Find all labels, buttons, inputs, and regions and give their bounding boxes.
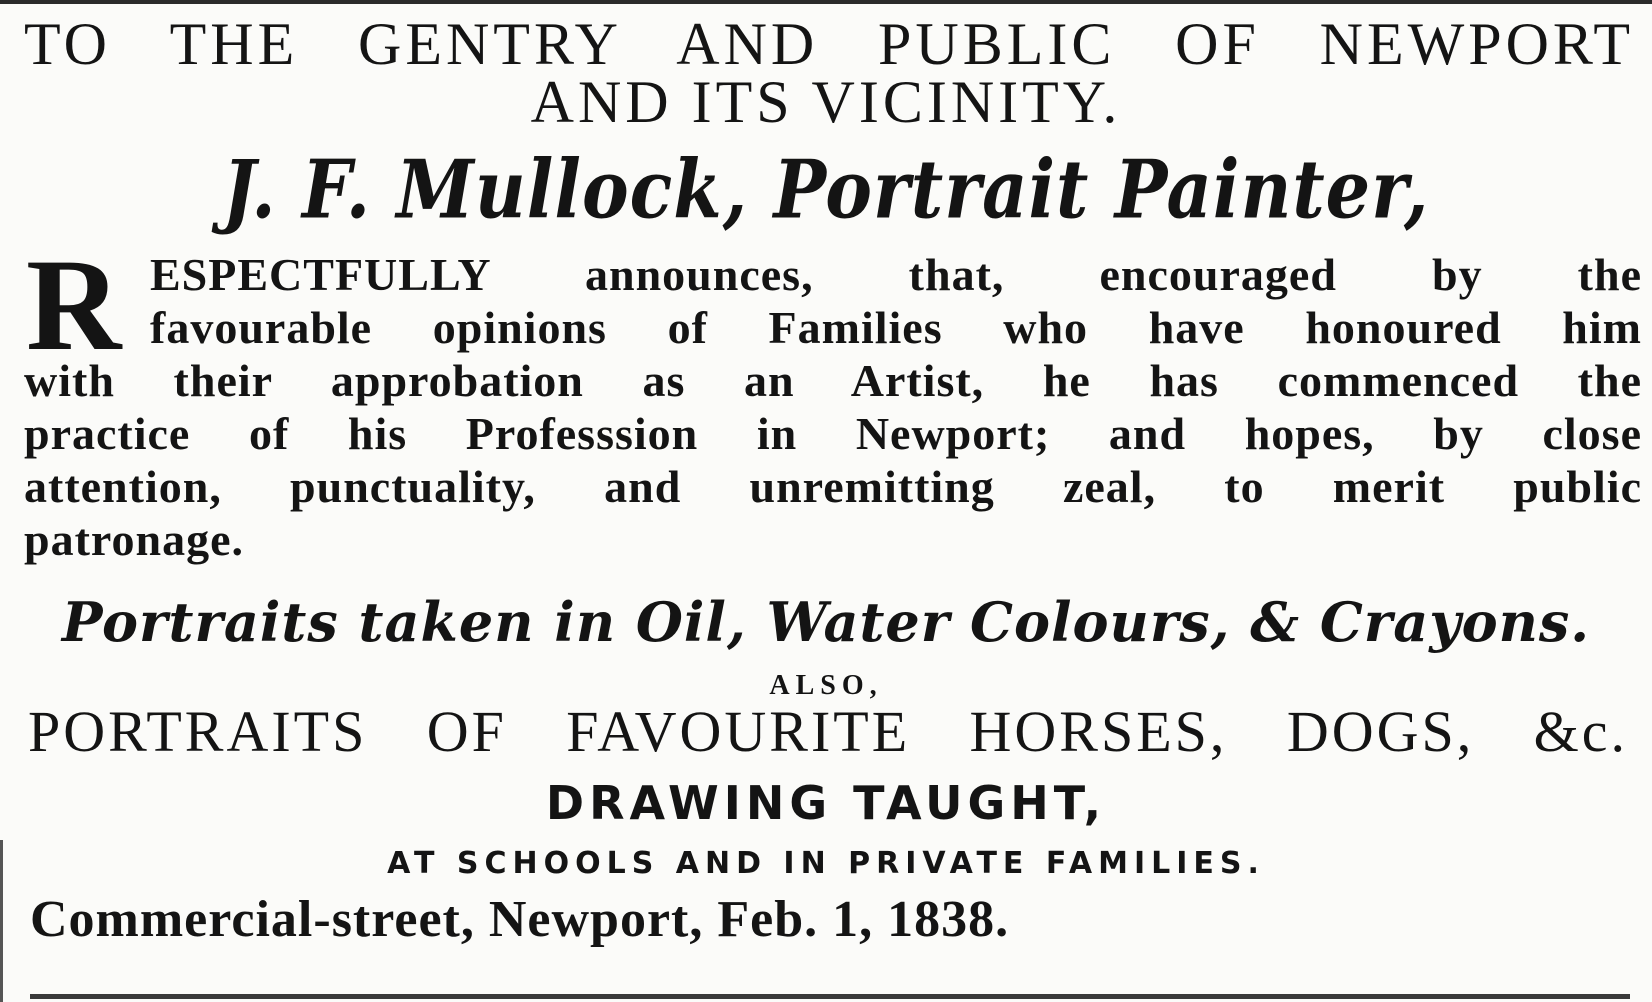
- announcement-line: attention, punctuality, and unremitting zeal, to merit public: [24, 461, 1642, 512]
- announcement-line: patronage.: [24, 514, 244, 565]
- announcement-line: ESPECTFULLY announces, that, encouraged by the: [150, 249, 1642, 300]
- painter-name: J. F. Mullock, Portrait Painter,: [222, 141, 1430, 238]
- also-label: ALSO,: [769, 670, 883, 701]
- heading-line-2: AND ITS VICINITY.: [530, 69, 1122, 135]
- drop-cap: R: [26, 231, 122, 378]
- schools-line: AT SCHOOLS AND IN PRIVATE FAMILIES.: [387, 846, 1265, 881]
- drawing-taught-line: DRAWING TAUGHT,: [545, 776, 1107, 830]
- announcement-line: practice of his Professsion in Newport; and hopes, by close: [24, 408, 1642, 459]
- address-date-line: Commercial-street, Newport, Feb. 1, 1838.: [30, 891, 1010, 948]
- announcement-opening: [150, 248, 1642, 354]
- announcement-line: with their approbation as an Artist, he has commenced the: [24, 355, 1642, 406]
- portraits-media-line: Portraits taken in Oil, Water Colours, & Crayons.: [61, 590, 1591, 654]
- announcement-line: favourable opinions of Families who have honoured him: [150, 302, 1642, 353]
- bottom-rule: [30, 994, 1630, 999]
- announcement-body: [24, 354, 1642, 566]
- animal-portraits-line: PORTRAITS OF FAVOURITE HORSES, DOGS, &c.: [28, 699, 1628, 764]
- heading-line-1: TO THE GENTRY AND PUBLIC OF NEWPORT: [24, 11, 1634, 77]
- top-rule: [0, 0, 1652, 4]
